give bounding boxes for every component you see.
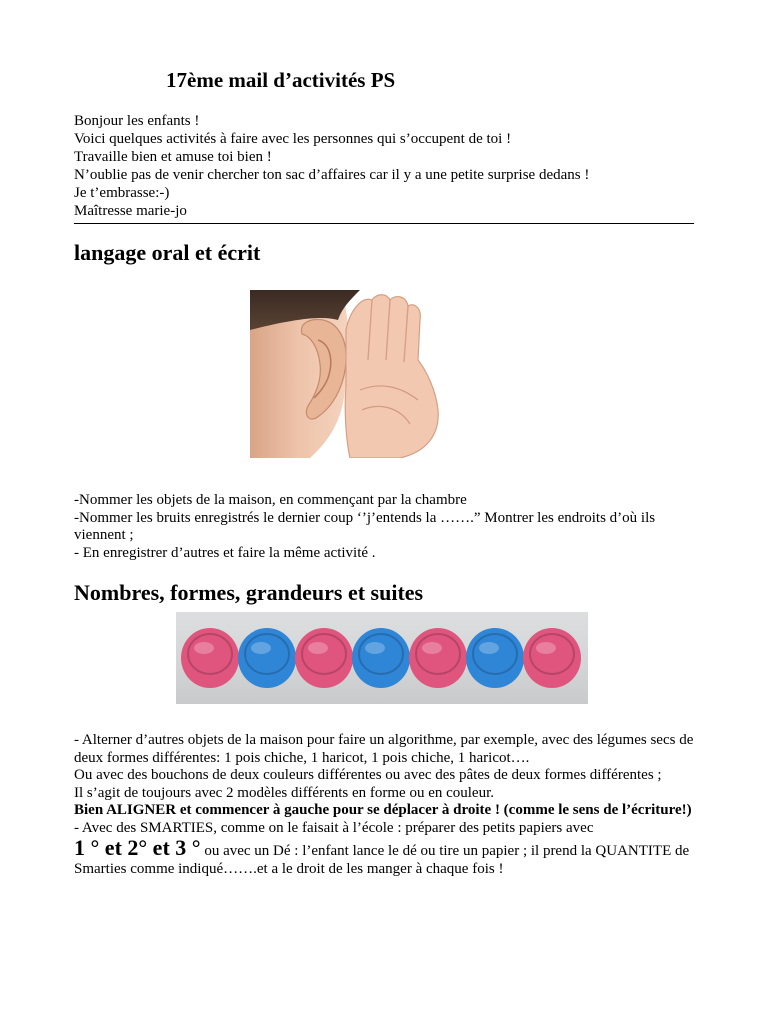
intro-signature: Maîtresse marie-jo (74, 203, 187, 219)
blue-bottle-cap (352, 628, 410, 688)
intro-line: Voici quelques activités à faire avec les personnes qui s’occupent de toi ! (74, 131, 512, 147)
activity-line-rest: ou avec un Dé : l’enfant lance le dé ou tire un papier ; il prend la QUANTITE de Smarties comme indiqué…….et a le droit de les manger à chaque fois ! (74, 843, 690, 877)
activity-line: -Nommer les bruits enregistrés le dernier coup ‘’j’entends la …….” Montrer les endroits d’où ils viennent ; (74, 509, 656, 543)
langage-activities (74, 492, 704, 562)
numbers-line (74, 835, 704, 878)
pink-bottle-cap (295, 628, 353, 688)
page-title: 17ème mail d’activités PS (166, 68, 396, 92)
emphasis-line: Bien ALIGNER et commencer à gauche pour se déplacer à droite ! (comme le sens de l’écriture!) (74, 802, 692, 818)
horizontal-divider (74, 223, 694, 224)
pink-bottle-cap (181, 628, 239, 688)
section-heading-langage: langage oral et écrit (74, 240, 261, 265)
section-heading-nombres: Nombres, formes, grandeurs et suites (74, 580, 424, 605)
intro-line: Bonjour les enfants ! (74, 113, 200, 129)
bottle-caps-photo (176, 612, 588, 704)
intro-message (74, 112, 714, 220)
blue-bottle-cap (466, 628, 524, 688)
blue-bottle-cap (238, 628, 296, 688)
intro-line: Je t’embrasse:-) (74, 185, 170, 201)
bottle-caps-illustration (176, 612, 588, 704)
activity-line: Ou avec des bouchons de deux couleurs différentes ou avec des pâtes de deux formes différentes ; (74, 767, 662, 783)
activity-line: -Nommer les objets de la maison, en commençant par la chambre (74, 492, 467, 508)
activity-line: Il s’agit de toujours avec 2 modèles différents en forme ou en couleur. (74, 784, 495, 801)
pink-bottle-cap (409, 628, 467, 688)
activity-line: - En enregistrer d’autres et faire la même activité . (74, 544, 376, 561)
big-numbers: 1 ° et 2° et 3 ° (74, 835, 201, 860)
activity-line: - Alterner d’autres objets de la maison pour faire un algorithme, par exemple, avec des légumes secs de deux formes différentes: 1 pois chiche, 1 haricot, 1 pois chiche, 1 haricot…. (74, 732, 694, 766)
pink-bottle-cap (523, 628, 581, 688)
ear-hand-illustration (250, 290, 518, 458)
intro-line: N’oublie pas de venir chercher ton sac d’affaires car il y a une petite surprise dedans ! (74, 167, 590, 183)
intro-line: Travaille bien et amuse toi bien ! (74, 149, 272, 165)
ear-hand-photo (250, 290, 518, 458)
nombres-activities (74, 732, 704, 878)
activity-line: - Avec des SMARTIES, comme on le faisait à l’école : préparer des petits papiers avec (74, 819, 594, 836)
